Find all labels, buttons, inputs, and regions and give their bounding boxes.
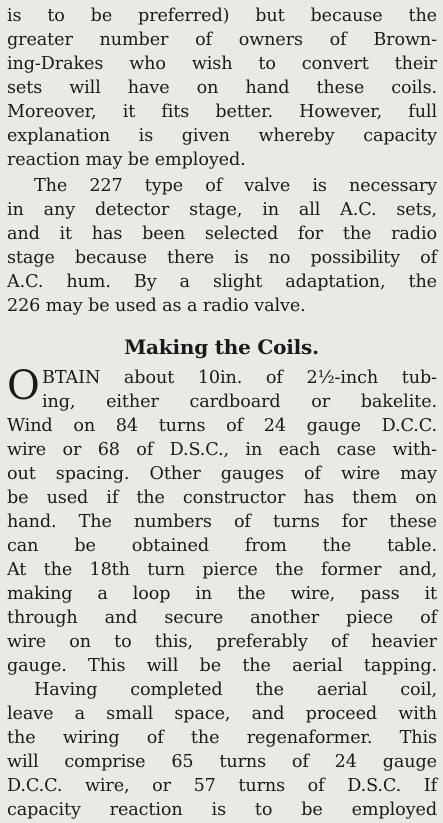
drop-cap: O	[7, 363, 40, 409]
text-line: wire on to this, preferably of heavier	[7, 632, 437, 652]
text-line: A.C. hum. By a slight adaptation, the	[7, 272, 437, 292]
text-line: The 227 type of valve is necessary	[34, 176, 437, 196]
text-line: gauge. This will be the aerial tapping.	[7, 656, 437, 676]
text-line: wire or 68 of D.S.C., in each case with-	[7, 440, 437, 460]
paragraph-1	[7, 4, 437, 172]
text-line: greater number of owners of Brown-	[7, 30, 437, 50]
text-line: sets will have on hand these coils.	[7, 78, 437, 98]
section-heading: Making the Coils.	[124, 335, 319, 359]
text-line: will comprise 65 turns of 24 gauge	[7, 752, 437, 772]
text-line: is to be preferred) but because the	[7, 6, 437, 26]
text-line: out spacing. Other gauges of wire may	[7, 464, 437, 484]
text-line: ing, either cardboard or bakelite.	[42, 392, 437, 412]
text-line: hand. The numbers of turns for these	[7, 512, 437, 532]
text-line: Having completed the aerial coil,	[34, 680, 437, 700]
text-line: stage because there is no possibility of	[7, 248, 437, 268]
text-line: can be obtained from the table.	[7, 536, 437, 556]
text-line: 226 may be used as a radio valve.	[7, 296, 306, 316]
text-line: Wind on 84 turns of 24 gauge D.C.C.	[7, 416, 437, 436]
paragraph-3	[7, 363, 437, 678]
text-line: reaction may be employed.	[7, 150, 246, 170]
text-line: making a loop in the wire, pass it	[7, 584, 437, 604]
text-line: At the 18th turn pierce the former and,	[7, 560, 437, 580]
text-line: through and secure another piece of	[7, 608, 437, 628]
text-line: the wiring of the regenaformer. This	[7, 728, 437, 748]
text-line: ing-Drakes who wish to convert their	[7, 54, 437, 74]
text-line: D.C.C. wire, or 57 turns of D.S.C. If	[7, 776, 437, 796]
text-line: explanation is given whereby capacity	[7, 126, 437, 146]
text-line: BTAIN about 10in. of 2½-inch tub-	[42, 368, 437, 388]
text-line: and it has been selected for the radio	[7, 224, 437, 244]
paragraph-4	[7, 678, 437, 822]
text-line: leave a small space, and proceed with	[7, 704, 437, 724]
paragraph-2	[7, 174, 437, 318]
text-line: Moreover, it fits better. However, full	[7, 102, 437, 122]
text-line: be used if the constructor has them on	[7, 488, 437, 508]
text-line: capacity reaction is to be employed	[7, 800, 437, 820]
text-line: in any detector stage, in all A.C. sets,	[7, 200, 437, 220]
